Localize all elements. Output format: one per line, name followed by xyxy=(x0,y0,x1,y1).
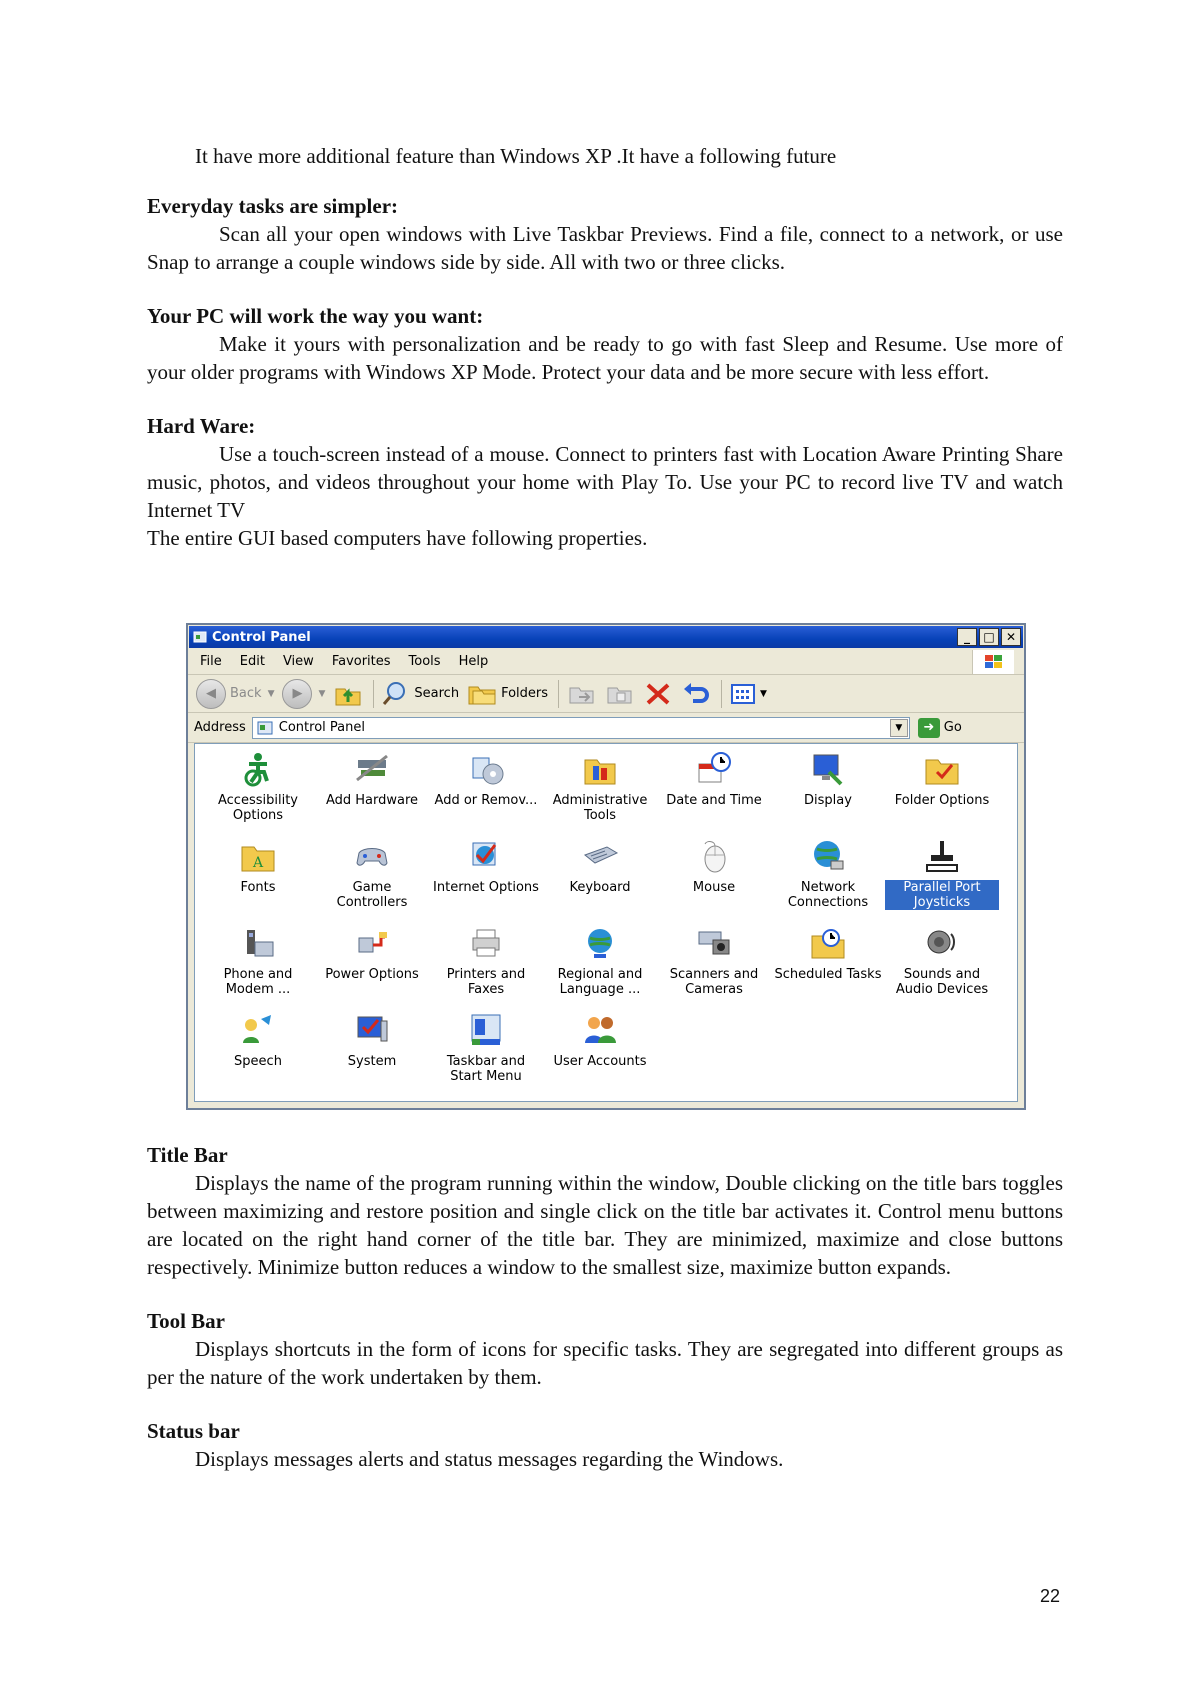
views-button[interactable] xyxy=(730,682,767,706)
control-panel-item[interactable] xyxy=(429,924,543,1011)
printers-faxes-icon xyxy=(467,924,505,962)
move-to-button[interactable] xyxy=(567,681,597,707)
control-panel-items xyxy=(195,744,1017,1098)
control-panel-item[interactable] xyxy=(543,1011,657,1098)
control-panel-item-label: Folder Options xyxy=(894,793,990,808)
menu-bar xyxy=(188,649,1024,675)
forward-arrow-icon: ▶ xyxy=(282,679,312,709)
control-panel-item-label: Phone and Modem ... xyxy=(223,967,293,997)
control-panel-item-label: Power Options xyxy=(325,967,419,982)
window-title-bar[interactable] xyxy=(189,626,1023,648)
maximize-button[interactable]: □ xyxy=(979,628,999,646)
section-heading-your-pc: Your PC will work the way you want: xyxy=(147,304,484,328)
address-dropdown-button[interactable]: ▼ xyxy=(890,719,908,737)
control-panel-icon xyxy=(193,630,207,644)
control-panel-item[interactable] xyxy=(429,837,543,924)
back-button[interactable] xyxy=(196,679,274,709)
speech-icon xyxy=(239,1011,277,1049)
folder-options-icon xyxy=(923,750,961,788)
control-panel-item-label: Fonts xyxy=(240,880,276,895)
search-label: Search xyxy=(414,686,460,701)
folders-button[interactable] xyxy=(467,681,548,707)
control-panel-item-label: Display xyxy=(804,793,852,808)
chevron-down-icon: ▼ xyxy=(760,688,767,699)
control-panel-item-label: Network Connections xyxy=(787,880,869,910)
move-to-icon xyxy=(567,681,597,707)
keyboard-icon xyxy=(581,837,619,875)
scanners-cameras-icon xyxy=(695,924,733,962)
control-panel-item[interactable] xyxy=(657,750,771,837)
control-panel-item-label: Date and Time xyxy=(666,793,762,808)
control-panel-item[interactable] xyxy=(543,924,657,1011)
game-controllers-icon xyxy=(353,837,391,875)
control-panel-item-label: Scanners and Cameras xyxy=(669,967,759,997)
control-panel-item-label: Taskbar and Start Menu xyxy=(446,1054,526,1084)
add-hardware-icon xyxy=(353,750,391,788)
user-accounts-icon xyxy=(581,1011,619,1049)
control-panel-item[interactable] xyxy=(543,750,657,837)
intro-text: It have more additional feature than Windows XP .It have a following future xyxy=(195,144,837,168)
control-panel-item-label: Sounds and Audio Devices xyxy=(895,967,989,997)
go-arrow-icon: ➜ xyxy=(918,718,940,738)
control-panel-item[interactable] xyxy=(315,924,429,1011)
internet-options-icon xyxy=(467,837,505,875)
svg-text:A: A xyxy=(253,855,264,871)
control-panel-item[interactable] xyxy=(885,924,999,1011)
section-heading-hardware: Hard Ware: xyxy=(147,414,256,438)
gui-properties-line: The entire GUI based computers have following properties. xyxy=(147,526,648,550)
back-label: Back xyxy=(230,686,262,701)
phone-modem-icon xyxy=(239,924,277,962)
menu-view[interactable]: View xyxy=(282,654,314,669)
display-icon xyxy=(809,750,847,788)
toolbar-separator xyxy=(558,680,559,708)
toolbar xyxy=(188,675,1024,713)
control-panel-item-label: Regional and Language ... xyxy=(557,967,643,997)
control-panel-item-label: Add Hardware xyxy=(325,793,419,808)
up-folder-button[interactable] xyxy=(333,680,363,708)
menu-edit[interactable]: Edit xyxy=(239,654,265,669)
copy-to-icon xyxy=(605,681,635,707)
go-button[interactable] xyxy=(918,718,962,738)
windows-logo-icon xyxy=(972,650,1014,674)
section-body-status-bar: Displays messages alerts and status messages regarding the Windows. xyxy=(195,1447,784,1471)
menu-favorites[interactable]: Favorites xyxy=(331,654,391,669)
back-arrow-icon: ◀ xyxy=(196,679,226,709)
address-label: Address xyxy=(194,720,246,735)
minimize-button[interactable]: _ xyxy=(957,628,977,646)
control-panel-item-label: Internet Options xyxy=(433,880,539,895)
control-panel-item[interactable] xyxy=(657,837,771,924)
toolbar-separator xyxy=(373,680,374,708)
control-panel-item-label: Printers and Faxes xyxy=(446,967,526,997)
menu-tools[interactable]: Tools xyxy=(408,654,441,669)
section-body-title-bar: Displays the name of the program running within the window, Double clicking on the title bars toggles between maximizing and restore position and single click on the title bar activates it. Control menu buttons are located on the right hand corner of the title bar. They are minimized, maximize and close buttons respectively. Minimize button reduces a window to the smallest size, maximize button expands. xyxy=(147,1171,1063,1279)
control-panel-item[interactable] xyxy=(543,837,657,924)
section-heading-status-bar: Status bar xyxy=(147,1419,240,1443)
fonts-icon xyxy=(239,837,277,875)
control-panel-item-label: Administrative Tools xyxy=(552,793,648,823)
control-panel-window xyxy=(186,623,1026,1110)
control-panel-item[interactable] xyxy=(885,750,999,837)
control-panel-item[interactable] xyxy=(201,1011,315,1098)
undo-button[interactable] xyxy=(681,681,711,707)
control-panel-item[interactable] xyxy=(771,837,885,924)
sounds-audio-icon xyxy=(923,924,961,962)
window-title: Control Panel xyxy=(212,629,311,645)
control-panel-item-label: Parallel Port Joysticks xyxy=(885,880,999,910)
administrative-tools-icon xyxy=(581,750,619,788)
control-panel-item-label: Accessibility Options xyxy=(218,793,298,823)
accessibility-icon xyxy=(239,750,277,788)
forward-button[interactable] xyxy=(282,679,325,709)
document-page-lower xyxy=(147,1141,1063,1473)
delete-icon xyxy=(643,681,673,707)
network-connections-icon xyxy=(809,837,847,875)
menu-help[interactable]: Help xyxy=(458,654,489,669)
add-remove-programs-icon xyxy=(467,750,505,788)
control-panel-item-label: Game Controllers xyxy=(336,880,408,910)
control-panel-item-label: Scheduled Tasks xyxy=(774,967,882,982)
control-panel-item[interactable] xyxy=(201,837,315,924)
section-body-hardware: Use a touch-screen instead of a mouse. Connect to printers fast with Location Aware Printing Share music, photos, and videos throughout your home with Play To. Use your PC to record live TV and watch Internet TV xyxy=(147,442,1063,522)
chevron-down-icon: ▼ xyxy=(318,688,326,699)
control-panel-item[interactable] xyxy=(429,750,543,837)
menu-file[interactable]: File xyxy=(200,654,222,669)
control-panel-item-label: System xyxy=(347,1054,397,1069)
regional-language-icon xyxy=(581,924,619,962)
section-heading-everyday: Everyday tasks are simpler: xyxy=(147,194,399,218)
search-icon xyxy=(382,680,410,708)
scheduled-tasks-icon xyxy=(809,924,847,962)
system-icon xyxy=(353,1011,391,1049)
section-heading-tool-bar: Tool Bar xyxy=(147,1309,225,1333)
control-panel-item[interactable] xyxy=(201,750,315,837)
document-page xyxy=(147,142,1063,552)
go-label: Go xyxy=(943,720,962,735)
chevron-down-icon: ▼ xyxy=(267,688,275,699)
control-panel-item[interactable] xyxy=(657,924,771,1011)
views-icon xyxy=(730,682,760,706)
parallel-port-icon xyxy=(923,837,961,875)
control-panel-item[interactable] xyxy=(771,924,885,1011)
up-folder-icon xyxy=(333,680,363,708)
control-panel-item-label: User Accounts xyxy=(553,1054,647,1069)
power-options-icon xyxy=(353,924,391,962)
section-body-your-pc: Make it yours with personalization and be ready to go with fast Sleep and Resume. Use more of your older programs with Windows XP Mode. Protect your data and be more secure with less effort. xyxy=(147,332,1063,384)
section-body-everyday: Scan all your open windows with Live Taskbar Previews. Find a file, connect to a network, or use Snap to arrange a couple windows side by side. All with two or three clicks. xyxy=(147,222,1063,274)
control-panel-item[interactable] xyxy=(315,750,429,837)
taskbar-start-menu-icon xyxy=(467,1011,505,1049)
control-panel-content xyxy=(194,743,1018,1102)
copy-to-button[interactable] xyxy=(605,681,635,707)
control-panel-item[interactable] xyxy=(315,1011,429,1098)
control-panel-item[interactable] xyxy=(429,1011,543,1098)
section-heading-title-bar: Title Bar xyxy=(147,1143,228,1167)
control-panel-item-label: Keyboard xyxy=(569,880,631,895)
control-panel-item[interactable] xyxy=(201,924,315,1011)
delete-button[interactable] xyxy=(643,681,673,707)
toolbar-separator xyxy=(721,680,722,708)
control-panel-item-label: Mouse xyxy=(692,880,736,895)
date-time-icon xyxy=(695,750,733,788)
control-panel-icon xyxy=(257,720,273,736)
folders-label: Folders xyxy=(501,686,549,701)
address-value: Control Panel xyxy=(278,720,365,735)
address-bar xyxy=(188,713,1024,743)
search-button[interactable] xyxy=(382,680,459,708)
section-body-tool-bar: Displays shortcuts in the form of icons for specific tasks. They are segregated into different groups as per the nature of the work undertaken by them. xyxy=(147,1337,1063,1389)
control-panel-item-label: Speech xyxy=(234,1054,282,1069)
undo-icon xyxy=(681,681,711,707)
close-button[interactable]: ✕ xyxy=(1001,628,1021,646)
control-panel-item[interactable] xyxy=(315,837,429,924)
control-panel-item[interactable] xyxy=(885,837,999,924)
control-panel-item[interactable] xyxy=(771,750,885,837)
address-input[interactable] xyxy=(252,717,910,739)
mouse-icon xyxy=(695,837,733,875)
control-panel-item-label: Add or Remov... xyxy=(434,793,538,808)
page-number: 22 xyxy=(1040,1586,1061,1606)
folders-icon xyxy=(467,681,497,707)
